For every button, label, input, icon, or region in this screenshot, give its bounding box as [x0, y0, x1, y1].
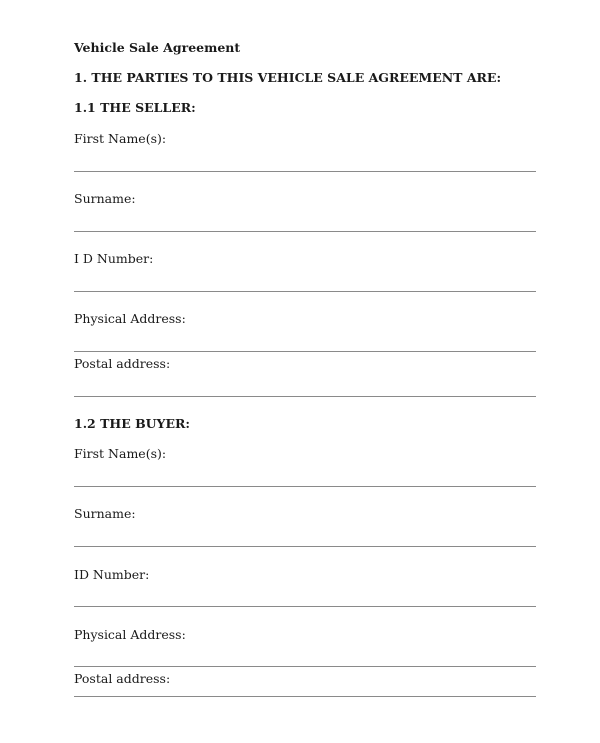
seller-surname-line[interactable] [74, 231, 536, 232]
seller-first-names-label: First Name(s): [74, 131, 167, 146]
buyer-first-names-line[interactable] [74, 486, 536, 487]
seller-id-number-label: I D Number: [74, 251, 154, 266]
buyer-postal-address-line[interactable] [74, 696, 536, 697]
buyer-surname-label: Surname: [74, 506, 136, 521]
seller-postal-address-label: Postal address: [74, 356, 171, 371]
seller-postal-address-line[interactable] [74, 396, 536, 397]
buyer-first-names-label: First Name(s): [74, 446, 167, 461]
buyer-surname-line[interactable] [74, 546, 536, 547]
parties-heading: 1. THE PARTIES TO THIS VEHICLE SALE AGREEMENT ARE: [74, 70, 502, 85]
buyer-physical-address-label: Physical Address: [74, 627, 186, 642]
document-title: Vehicle Sale Agreement [74, 40, 241, 55]
buyer-postal-address-label: Postal address: [74, 671, 171, 686]
buyer-physical-address-line[interactable] [74, 666, 536, 667]
seller-physical-address-label: Physical Address: [74, 311, 186, 326]
buyer-id-number-line[interactable] [74, 606, 536, 607]
buyer-heading: 1.2 THE BUYER: [74, 416, 191, 431]
seller-heading: 1.1 THE SELLER: [74, 100, 196, 115]
seller-id-number-line[interactable] [74, 291, 536, 292]
seller-surname-label: Surname: [74, 191, 136, 206]
buyer-id-number-label: ID Number: [74, 567, 150, 582]
seller-first-names-line[interactable] [74, 171, 536, 172]
seller-physical-address-line[interactable] [74, 351, 536, 352]
